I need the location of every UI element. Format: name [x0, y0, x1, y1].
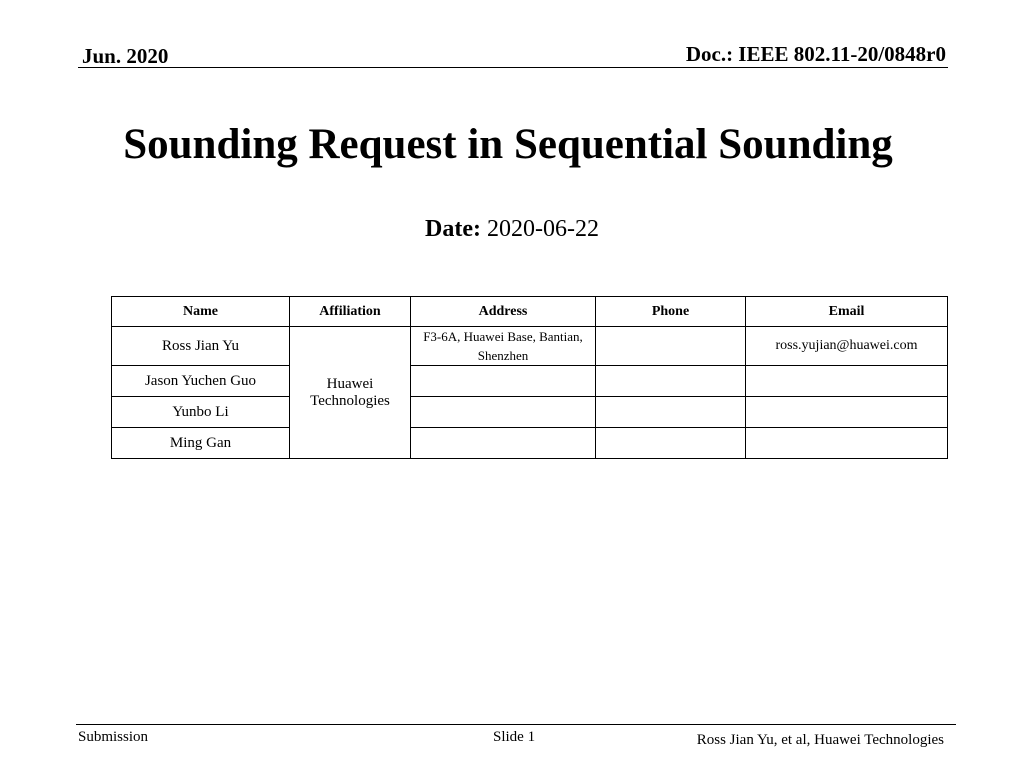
date-line — [0, 216, 1024, 243]
author-email — [746, 366, 948, 397]
slide-number: Slide 1 — [493, 729, 536, 745]
author-name: Ming Gan — [112, 428, 290, 459]
table-row — [112, 327, 948, 366]
slide-title: Sounding Request in Sequential Sounding — [123, 121, 893, 168]
authors-table — [111, 296, 948, 459]
table-row — [112, 428, 948, 459]
column-header-email: Email — [746, 297, 948, 327]
footer-divider — [76, 724, 956, 725]
author-affiliation: Huawei Technologies — [290, 327, 411, 459]
date-label: Date: — [425, 216, 481, 242]
author-email — [746, 428, 948, 459]
header-divider — [78, 67, 948, 68]
author-address-empty — [411, 366, 596, 397]
column-header-address: Address — [411, 297, 596, 327]
author-address: F3-6A, Huawei Base, Bantian, Shenzhen — [411, 327, 596, 366]
author-phone — [596, 327, 746, 366]
header-doc-number: Doc.: IEEE 802.11-20/0848r0 — [685, 42, 946, 66]
table-row — [112, 366, 948, 397]
table-row — [112, 397, 948, 428]
author-email: ross.yujian@huawei.com — [746, 327, 948, 366]
author-name: Ross Jian Yu — [112, 327, 290, 366]
author-name: Yunbo Li — [112, 397, 290, 428]
date-value: 2020-06-22 — [486, 216, 599, 242]
author-phone — [596, 428, 746, 459]
author-address-empty — [411, 397, 596, 428]
table-header-row — [112, 297, 948, 327]
column-header-phone: Phone — [596, 297, 746, 327]
footer-submission: Submission — [78, 729, 149, 745]
author-address-empty — [411, 428, 596, 459]
column-header-affiliation: Affiliation — [290, 297, 411, 327]
author-phone — [596, 366, 746, 397]
footer-authors: Ross Jian Yu, et al, Huawei Technologies — [696, 732, 944, 748]
header-date: Jun. 2020 — [82, 44, 169, 68]
column-header-name: Name — [112, 297, 290, 327]
author-name: Jason Yuchen Guo — [112, 366, 290, 397]
author-phone — [596, 397, 746, 428]
author-email — [746, 397, 948, 428]
